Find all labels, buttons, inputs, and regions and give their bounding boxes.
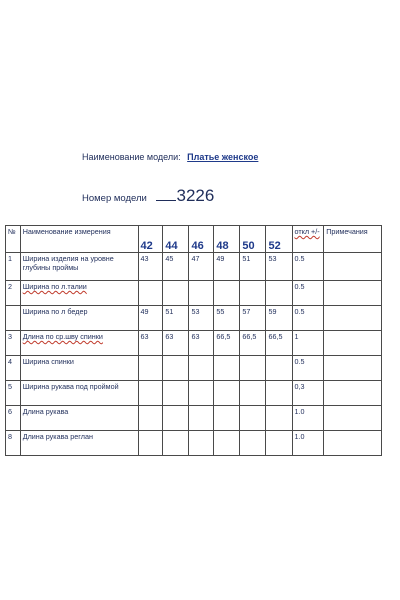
row-value — [138, 406, 163, 431]
row-value — [163, 381, 189, 406]
row-tolerance: 1.0 — [292, 431, 324, 456]
row-name — [20, 281, 138, 306]
row-note — [324, 331, 382, 356]
row-value — [240, 431, 266, 456]
header-size: 42 — [138, 226, 163, 253]
row-num — [6, 306, 21, 331]
model-name-line — [82, 152, 258, 162]
row-value: 49 — [138, 306, 163, 331]
row-note — [324, 381, 382, 406]
row-note — [324, 406, 382, 431]
row-tolerance: 0.5 — [292, 253, 324, 281]
row-value: 66,5 — [240, 331, 266, 356]
row-num: 5 — [6, 381, 21, 406]
table-row — [6, 306, 382, 331]
row-tolerance: 1 — [292, 331, 324, 356]
row-value: 53 — [189, 306, 214, 331]
table-header-row — [6, 226, 382, 253]
row-tolerance: 0,3 — [292, 381, 324, 406]
row-note — [324, 356, 382, 381]
header-notes: Примечания — [324, 226, 382, 253]
row-value: 51 — [240, 253, 266, 281]
row-tolerance: 1.0 — [292, 406, 324, 431]
header-size: 50 — [240, 226, 266, 253]
model-number-underline — [156, 200, 176, 201]
row-value — [214, 356, 240, 381]
row-name: Ширина рукава под проймой — [20, 381, 138, 406]
row-num: 8 — [6, 431, 21, 456]
model-number-line — [82, 186, 214, 206]
row-tolerance: 0.5 — [292, 281, 324, 306]
header-tolerance-text: откл +/- — [294, 227, 320, 236]
row-value: 51 — [163, 306, 189, 331]
row-value: 55 — [214, 306, 240, 331]
row-value — [240, 381, 266, 406]
row-value: 53 — [266, 253, 292, 281]
row-value: 63 — [189, 331, 214, 356]
table-row — [6, 331, 382, 356]
row-num: 3 — [6, 331, 21, 356]
row-value — [163, 406, 189, 431]
header-tolerance — [292, 226, 324, 253]
header-num: № — [6, 226, 21, 253]
row-num: 2 — [6, 281, 21, 306]
row-value — [189, 431, 214, 456]
row-value — [214, 406, 240, 431]
row-name: Ширина по л бедер — [20, 306, 138, 331]
row-value: 66,5 — [214, 331, 240, 356]
row-value — [266, 281, 292, 306]
row-num: 6 — [6, 406, 21, 431]
row-name: Длина рукава реглан — [20, 431, 138, 456]
table-row — [6, 281, 382, 306]
row-value: 49 — [214, 253, 240, 281]
row-num: 1 — [6, 253, 21, 281]
row-value — [163, 281, 189, 306]
row-note — [324, 253, 382, 281]
row-num: 4 — [6, 356, 21, 381]
row-value: 45 — [163, 253, 189, 281]
row-value: 47 — [189, 253, 214, 281]
row-value — [240, 356, 266, 381]
header-name: Наименование измерения — [20, 226, 138, 253]
model-number-label: Номер модели — [82, 193, 147, 204]
table-row — [6, 356, 382, 381]
row-value: 63 — [163, 331, 189, 356]
table-row — [6, 381, 382, 406]
row-value — [138, 381, 163, 406]
row-name: Ширина спинки — [20, 356, 138, 381]
table-row — [6, 431, 382, 456]
row-name-text: Ширина по л.талии — [22, 282, 87, 291]
row-value — [138, 431, 163, 456]
row-value — [163, 356, 189, 381]
header-size: 52 — [266, 226, 292, 253]
row-tolerance: 0.5 — [292, 306, 324, 331]
measurement-table — [5, 225, 382, 456]
row-value — [266, 431, 292, 456]
row-value — [189, 356, 214, 381]
row-value — [163, 431, 189, 456]
row-note — [324, 431, 382, 456]
model-name-label: Наименование модели: — [82, 152, 181, 162]
header-size: 46 — [189, 226, 214, 253]
row-value: 63 — [138, 331, 163, 356]
table-row — [6, 253, 382, 281]
row-value: 57 — [240, 306, 266, 331]
row-value: 59 — [266, 306, 292, 331]
row-value — [266, 381, 292, 406]
row-name: Ширина изделия на уровне глубины проймы — [20, 253, 138, 281]
model-name-value: Платье женское — [187, 152, 259, 162]
row-value — [189, 406, 214, 431]
row-value — [214, 431, 240, 456]
row-value: 66,5 — [266, 331, 292, 356]
row-note — [324, 281, 382, 306]
row-value — [189, 281, 214, 306]
row-note — [324, 306, 382, 331]
header-size: 44 — [163, 226, 189, 253]
table-row — [6, 406, 382, 431]
row-value — [189, 381, 214, 406]
row-name-text: Длина по ср.шву спинки — [22, 332, 103, 341]
model-number-value: 3226 — [176, 186, 215, 205]
row-value — [214, 281, 240, 306]
row-value — [266, 406, 292, 431]
row-value: 43 — [138, 253, 163, 281]
row-value — [138, 356, 163, 381]
row-tolerance: 0.5 — [292, 356, 324, 381]
row-name: Длина рукава — [20, 406, 138, 431]
row-value — [240, 406, 266, 431]
row-value — [240, 281, 266, 306]
row-value — [138, 281, 163, 306]
row-value — [266, 356, 292, 381]
row-value — [214, 381, 240, 406]
row-name — [20, 331, 138, 356]
header-size: 48 — [214, 226, 240, 253]
